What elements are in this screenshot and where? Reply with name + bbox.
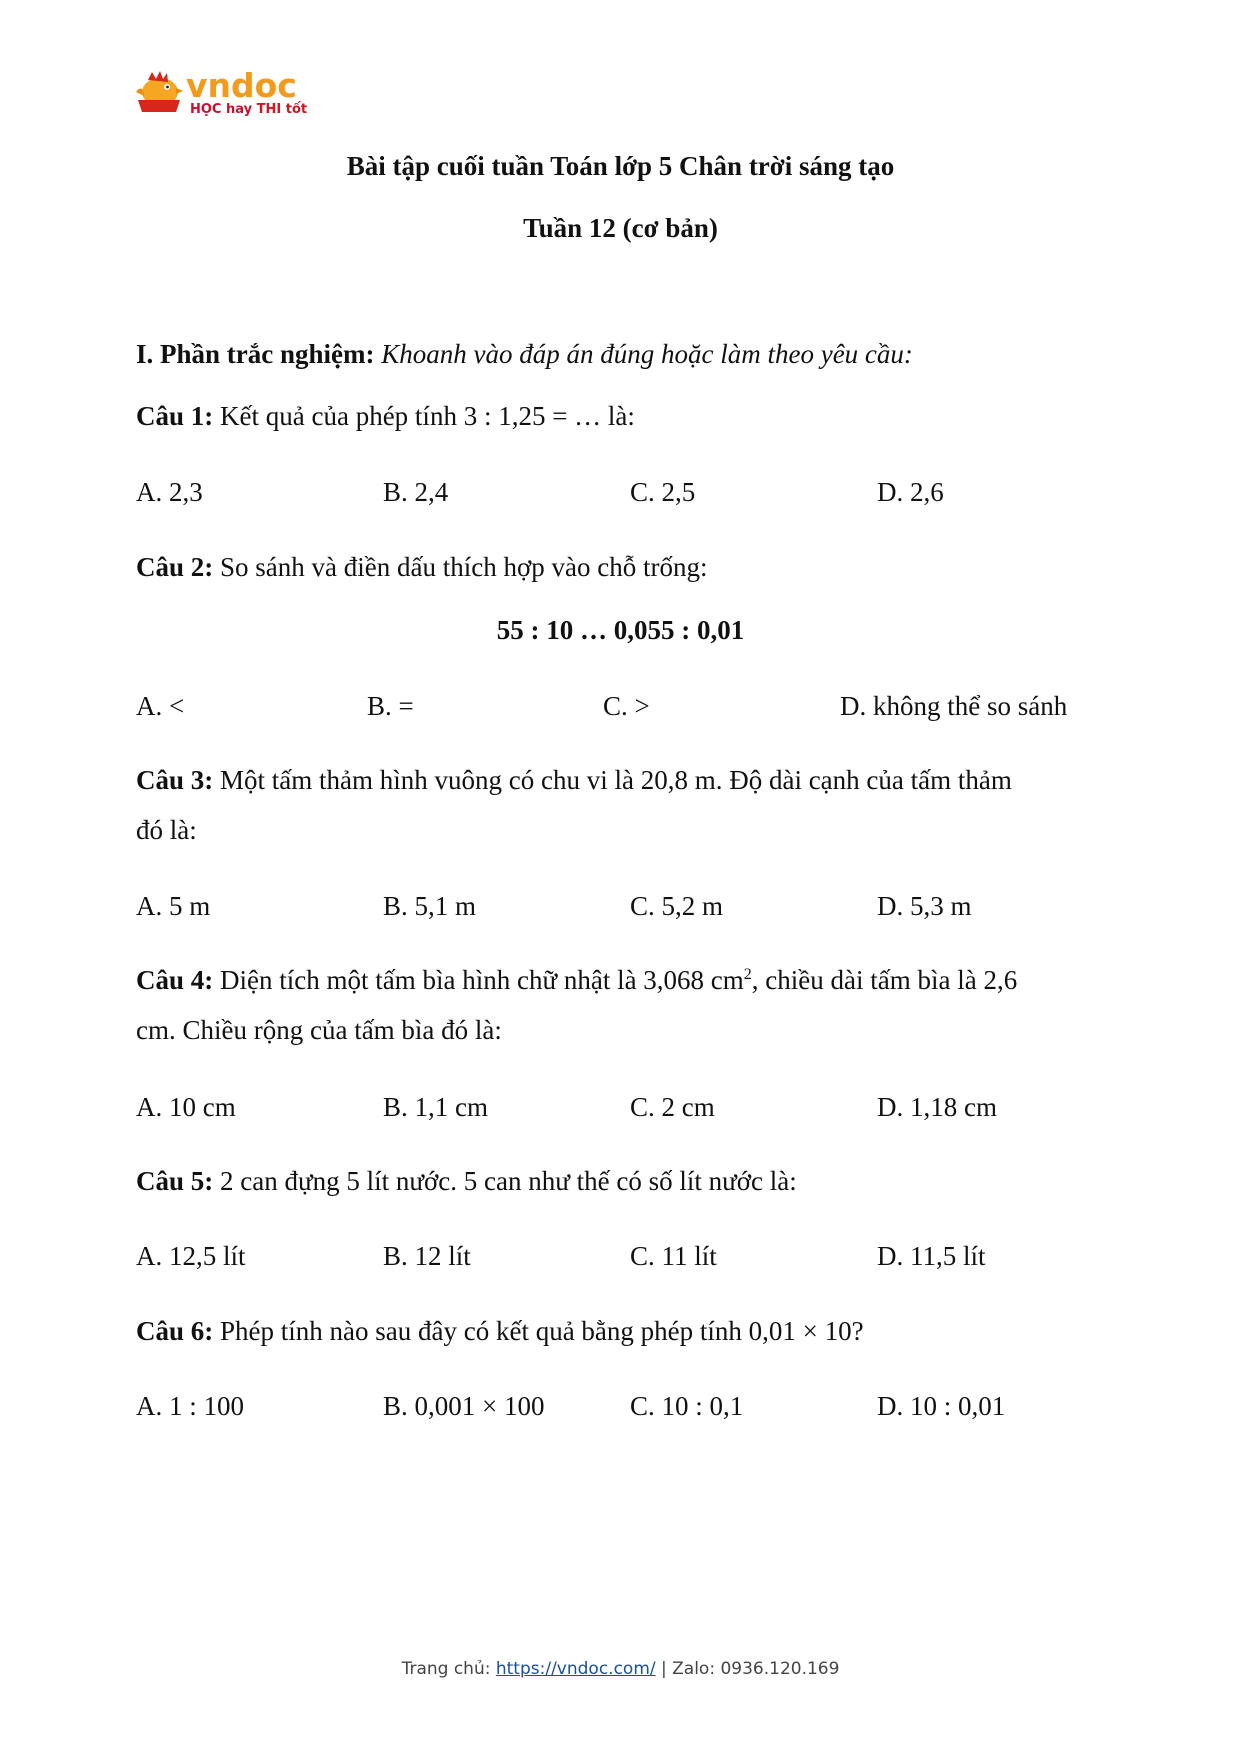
option-b: B. 2,4	[383, 477, 449, 507]
question-6	[136, 1315, 864, 1347]
question-text: Kết quả của phép tính 3 : 1,25 = … là:	[213, 401, 635, 431]
question-label: Câu 3:	[136, 765, 214, 795]
question-3-continuation: đó là:	[136, 815, 197, 845]
option-d: D. không thể so sánh	[840, 691, 1068, 721]
footer-prefix: Trang chủ:	[401, 1659, 496, 1679]
option-c: C. 10 : 0,1	[630, 1391, 744, 1421]
question-label: Câu 4:	[136, 965, 214, 995]
document-subtitle: Tuần 12 (cơ bản)	[523, 213, 718, 243]
option-c: C. 2,5	[630, 477, 696, 507]
question-text: Diện tích một tấm bìa hình chữ nhật là 3,068 cm	[213, 965, 744, 995]
option-d: D. 2,6	[877, 477, 944, 507]
question-4-continuation: cm. Chiều rộng của tấm bìa đó là:	[136, 1015, 502, 1045]
logo-wordmark: vndoc	[186, 66, 297, 105]
question-label: Câu 1:	[136, 401, 214, 431]
section-label: I. Phần trắc nghiệm:	[136, 339, 375, 369]
question-text: So sánh và điền dấu thích hợp vào chỗ trống:	[213, 552, 708, 582]
question-label: Câu 5:	[136, 1166, 214, 1196]
option-b: B. 12 lít	[383, 1241, 471, 1271]
question-text-end: , chiều dài tấm bìa là 2,6	[751, 965, 1018, 995]
section-instruction: Khoanh vào đáp án đúng hoặc làm theo yêu cầu:	[374, 339, 913, 369]
question-3	[136, 764, 1012, 796]
rooster-mascot-icon	[134, 70, 184, 114]
footer-contact: | Zalo: 0936.120.169	[655, 1659, 840, 1679]
option-a: A. 5 m	[136, 891, 211, 921]
option-c: C. >	[603, 691, 650, 721]
question-5	[136, 1165, 797, 1197]
option-b: B. 5,1 m	[383, 891, 477, 921]
question-label: Câu 6:	[136, 1316, 214, 1346]
option-a: A. 12,5 lít	[136, 1241, 246, 1271]
option-b: B. 0,001 × 100	[383, 1391, 545, 1421]
option-c: C. 5,2 m	[630, 891, 724, 921]
homepage-link[interactable]: https://vndoc.com/	[495, 1659, 656, 1679]
comparison-expression: 55 : 10 … 0,055 : 0,01	[496, 615, 745, 645]
option-c: C. 11 lít	[630, 1241, 717, 1271]
question-label: Câu 2:	[136, 552, 214, 582]
logo-tagline-part1: HỌC hay	[190, 102, 257, 117]
logo-tagline-part2: THI tốt	[256, 102, 308, 117]
logo-tagline	[190, 102, 307, 118]
option-d: D. 1,18 cm	[877, 1092, 997, 1122]
option-d: D. 11,5 lít	[877, 1241, 986, 1271]
option-a: A. 10 cm	[136, 1092, 236, 1122]
option-a: A. 2,3	[136, 477, 203, 507]
document-title: Bài tập cuối tuần Toán lớp 5 Chân trời sáng tạo	[346, 151, 895, 181]
option-a: A. <	[136, 691, 185, 721]
option-d: D. 10 : 0,01	[877, 1391, 1006, 1421]
option-b: B. =	[367, 691, 414, 721]
superscript: 2	[743, 966, 752, 983]
question-2	[136, 551, 707, 583]
option-d: D. 5,3 m	[877, 891, 972, 921]
question-text: Một tấm thảm hình vuông có chu vi là 20,8 m. Độ dài cạnh của tấm thảm	[213, 765, 1012, 795]
vndoc-logo	[134, 66, 308, 124]
page-footer	[0, 1658, 1241, 1680]
question-text: Phép tính nào sau đây có kết quả bằng phép tính 0,01 × 10?	[213, 1316, 864, 1346]
question-text: 2 can đựng 5 lít nước. 5 can như thế có số lít nước là:	[213, 1166, 797, 1196]
question-4	[136, 964, 1017, 996]
option-b: B. 1,1 cm	[383, 1092, 488, 1122]
option-c: C. 2 cm	[630, 1092, 715, 1122]
section-heading	[136, 338, 913, 370]
option-a: A. 1 : 100	[136, 1391, 244, 1421]
question-1	[136, 400, 635, 432]
